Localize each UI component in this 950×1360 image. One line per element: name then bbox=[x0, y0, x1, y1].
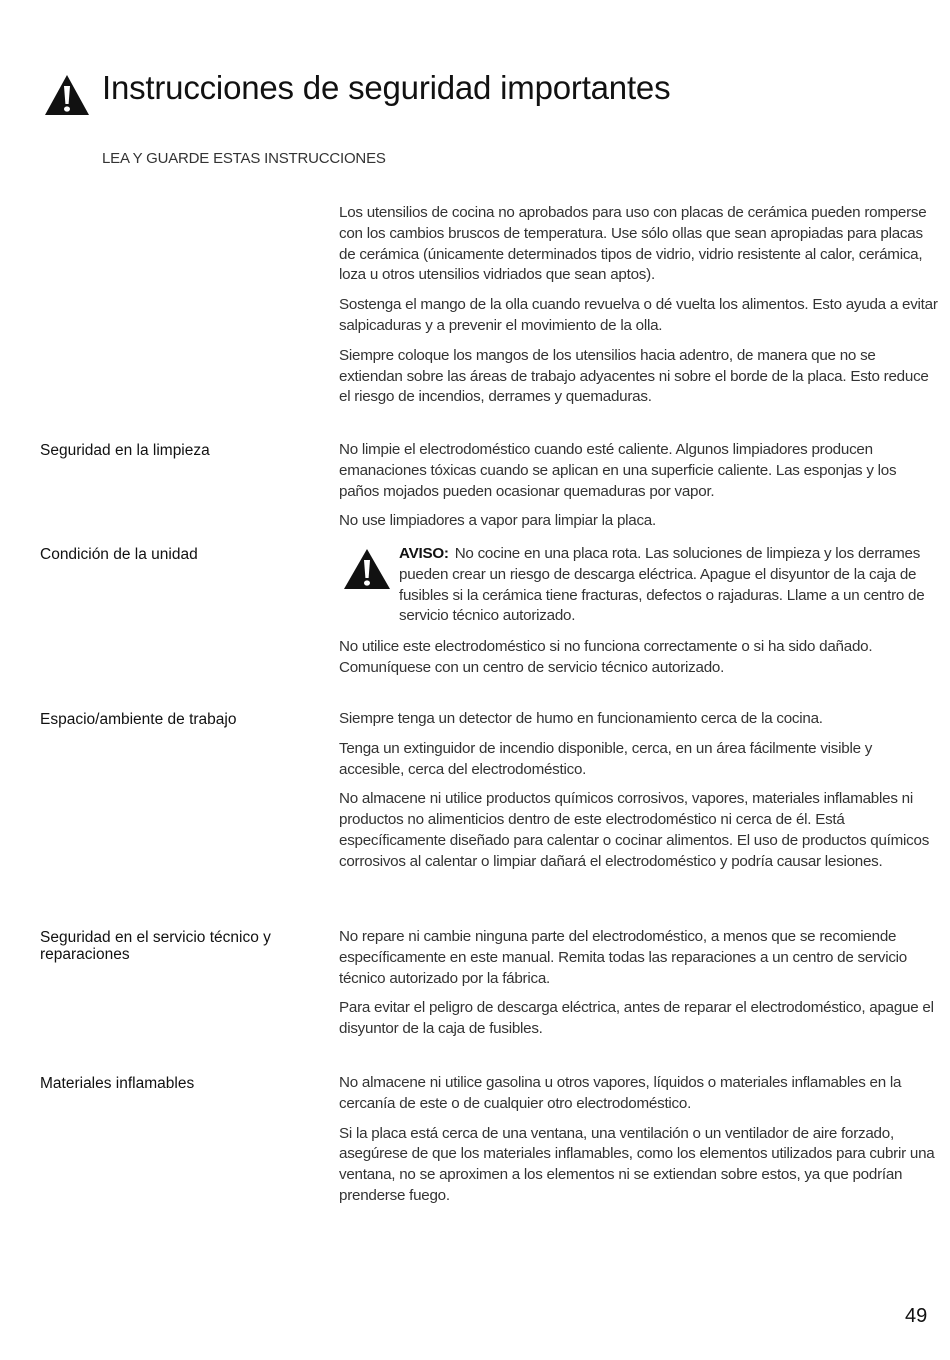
page-number: 49 bbox=[905, 1305, 928, 1327]
section-heading: Condición de la unidad bbox=[40, 546, 198, 563]
page-title: Instrucciones de seguridad importantes bbox=[102, 69, 671, 106]
paragraph: Los utensilios de cocina no aprobados para uso con placas de cerámica pueden romperse con los cambios bruscos de temperatura. Use sólo ollas que sean apropiadas para placas de cerámica (únicamente determinados tipos de vidrio, vidrio resistente al calor, cerámica, loza u otros utensilios vidriados que sean aptos). bbox=[339, 204, 927, 284]
section-heading: Materiales inflamables bbox=[40, 1075, 195, 1092]
paragraph: Si la placa está cerca de una ventana, una ventilación o un ventilador de aire forzado, asegúrese de que los materiales inflamables, como los elementos utilizados para cubrir una ventana, no se aproximen a los elementos ni se extiendan sobre estos, ya que podrían prenderse fuego. bbox=[339, 1124, 935, 1204]
section-body bbox=[339, 927, 939, 1049]
section-heading: Seguridad en la limpieza bbox=[40, 442, 210, 459]
section-heading: Seguridad en el servicio técnico y reparaciones bbox=[40, 929, 271, 963]
paragraph: Siempre tenga un detector de humo en funcionamiento cerca de la cocina. bbox=[339, 710, 823, 727]
paragraph: No repare ni cambie ninguna parte del electrodoméstico, a menos que se recomiende específicamente en este manual. Remita todas las reparaciones a un centro de servicio técnico autorizado por la fábrica. bbox=[339, 928, 908, 987]
warning-label: AVISO: bbox=[399, 545, 449, 562]
section-body bbox=[339, 203, 939, 417]
paragraph: Siempre coloque los mangos de los utensilios hacia adentro, de manera que no se extiendan sobre las áreas de trabajo adyacentes ni sobre el borde de la placa. Esto reduce el riesgo de incendios, derrames y quemaduras. bbox=[339, 346, 929, 406]
paragraph: No almacene ni utilice productos químicos corrosivos, vapores, materiales inflamables ni productos no alimenticios dentro de este electrodoméstico ni cerca de él. Está específicamente diseñado para calentar o cocinar alimentos. El uso de productos químicos corrosivos al calentar o limpiar dañará el electrodoméstico y podría causar lesiones. bbox=[339, 790, 930, 870]
paragraph: Sostenga el mango de la olla cuando revuelva o dé vuelta los alimentos. Esto ayuda a evitar salpicaduras y a prevenir el movimiento de la olla. bbox=[339, 296, 938, 334]
warning-message: No cocine en una placa rota. Las soluciones de limpieza y los derrames pueden crear un riesgo de descarga eléctrica. Apague el disyuntor de la caja de fusibles si la cerámica tiene fracturas, defectos o rajaduras. Llame a un centro de servicio técnico autorizado. bbox=[399, 545, 925, 625]
paragraph: No use limpiadores a vapor para limpiar la placa. bbox=[339, 512, 656, 530]
warning-triangle-icon bbox=[343, 548, 391, 590]
section-heading: Espacio/ambiente de trabajo bbox=[40, 711, 237, 728]
paragraph: No limpie el electrodoméstico cuando esté caliente. Algunos limpiadores producen emanaciones tóxicas cuando se aplican en una superficie caliente. Las esponjas y los paños mojados pueden ocasionar quemaduras por vapor. bbox=[339, 441, 897, 500]
page-subtitle: LEA Y GUARDE ESTAS INSTRUCCIONES bbox=[102, 150, 386, 167]
warning-notice bbox=[339, 544, 939, 628]
section-body bbox=[339, 1073, 939, 1216]
section-body bbox=[339, 440, 939, 541]
paragraph: Tenga un extinguidor de incendio disponible, cerca, en un área fácilmente visible y accesible, cerca del electrodoméstico. bbox=[339, 739, 873, 778]
section-body bbox=[339, 709, 939, 882]
warning-text bbox=[399, 544, 939, 627]
paragraph: No utilice este electrodoméstico si no funciona correctamente o si ha sido dañado. Comuníquese con un centro de servicio técnico autorizado. bbox=[339, 638, 873, 676]
warning-triangle-icon bbox=[44, 74, 90, 116]
paragraph: Para evitar el peligro de descarga eléctrica, antes de reparar el electrodoméstico, apague el disyuntor de la caja de fusibles. bbox=[339, 999, 934, 1038]
paragraph: No almacene ni utilice gasolina u otros vapores, líquidos o materiales inflamables en la cercanía de este o de cualquier otro electrodoméstico. bbox=[339, 1074, 902, 1112]
section-body bbox=[339, 544, 939, 688]
